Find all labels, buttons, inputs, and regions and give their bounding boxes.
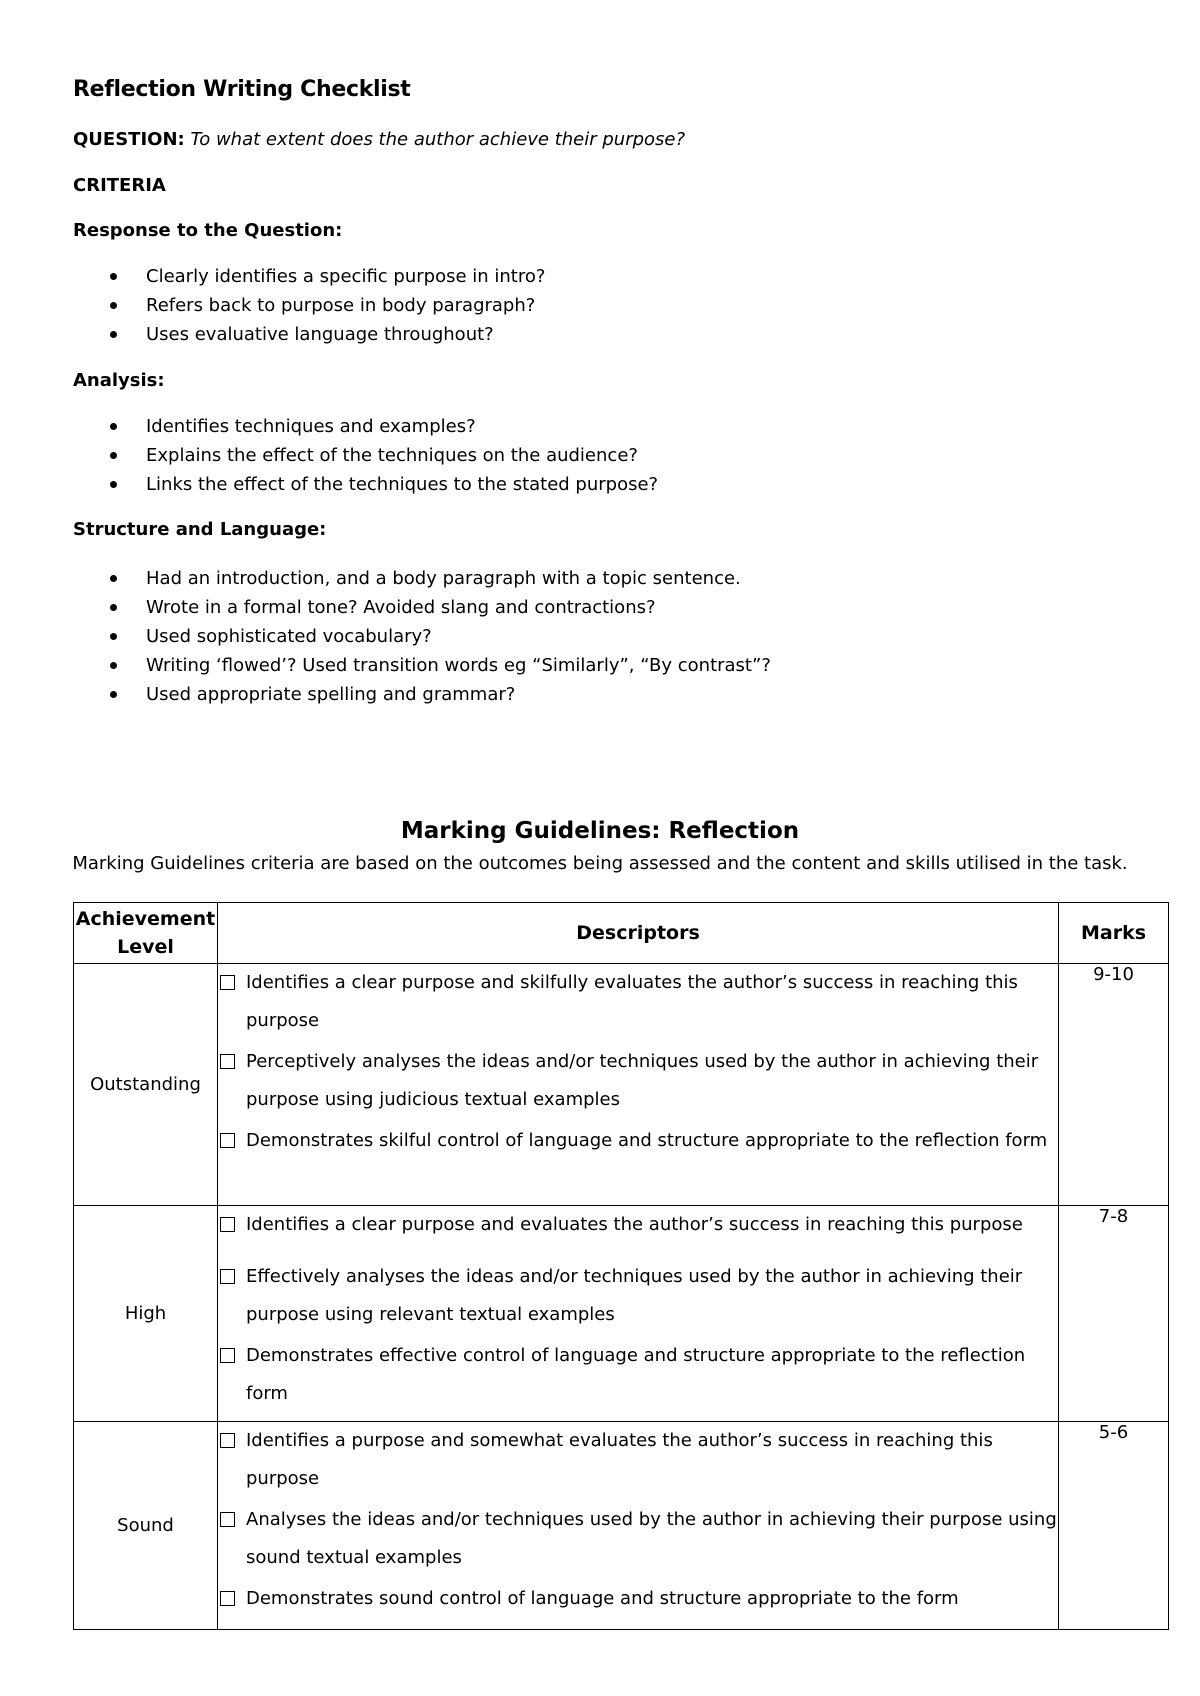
criteria-item: Explains the effect of the techniques on the audience? bbox=[0, 441, 658, 470]
descriptor-text: Perceptively analyses the ideas and/or techniques used by the author in achieving their purpose using judicious textual examples bbox=[246, 1051, 1039, 1110]
criteria-item: Wrote in a formal tone? Avoided slang and contractions? bbox=[0, 593, 771, 622]
section-heading-analysis: Analysis: bbox=[73, 370, 165, 391]
criteria-item: Used appropriate spelling and grammar? bbox=[0, 680, 771, 709]
table-row-sound bbox=[74, 1422, 1169, 1630]
criteria-item: Had an introduction, and a body paragraph with a topic sentence. bbox=[0, 564, 771, 593]
criteria-item: Uses evaluative language throughout? bbox=[0, 320, 545, 349]
descriptor-item bbox=[218, 1580, 1058, 1618]
descriptor-text: Identifies a clear purpose and evaluates the author’s success in reaching this purpose bbox=[246, 1214, 1023, 1235]
descriptor-text: Identifies a purpose and somewhat evaluates the author’s success in reaching this purpose bbox=[246, 1430, 993, 1489]
question-label: QUESTION: bbox=[73, 129, 185, 150]
descriptor-text: Demonstrates effective control of language and structure appropriate to the reflection form bbox=[246, 1345, 1026, 1404]
descriptor-text: Effectively analyses the ideas and/or techniques used by the author in achieving their purpose using relevant textual examples bbox=[246, 1266, 1023, 1325]
checkbox-icon[interactable] bbox=[220, 1054, 235, 1069]
checkbox-icon[interactable] bbox=[220, 1512, 235, 1527]
checkbox-icon[interactable] bbox=[220, 975, 235, 990]
criteria-item: Writing ‘flowed’? Used transition words eg “Similarly”, “By contrast”? bbox=[0, 651, 771, 680]
question-text: To what extent does the author achieve their purpose? bbox=[190, 129, 686, 150]
checkbox-icon[interactable] bbox=[220, 1133, 235, 1148]
descriptors-cell bbox=[218, 1206, 1059, 1422]
descriptor-item bbox=[218, 1422, 1058, 1498]
criteria-list-response bbox=[0, 262, 545, 349]
descriptor-text: Identifies a clear purpose and skilfully evaluates the author’s success in reaching this purpose bbox=[246, 972, 1018, 1031]
criteria-item: Links the effect of the techniques to the stated purpose? bbox=[0, 470, 658, 499]
descriptor-item bbox=[218, 1258, 1058, 1334]
table-row-high bbox=[74, 1206, 1169, 1422]
descriptors-cell bbox=[218, 964, 1059, 1206]
descriptor-item bbox=[218, 1122, 1058, 1160]
criteria-list-structure bbox=[0, 564, 771, 709]
criteria-list-analysis bbox=[0, 412, 658, 499]
checkbox-icon[interactable] bbox=[220, 1217, 235, 1232]
descriptor-item bbox=[218, 1043, 1058, 1119]
marking-guidelines-title: Marking Guidelines: Reflection bbox=[400, 818, 800, 844]
table-row-outstanding bbox=[74, 964, 1169, 1206]
achievement-level: Outstanding bbox=[74, 964, 218, 1206]
marking-guidelines-subtitle: Marking Guidelines criteria are based on the outcomes being assessed and the content and skills utilised in the task. bbox=[72, 853, 1128, 874]
descriptor-item bbox=[218, 1337, 1058, 1413]
header-achievement-level: Achievement Level bbox=[74, 903, 218, 964]
checklist-title: Reflection Writing Checklist bbox=[73, 77, 411, 102]
descriptor-item bbox=[218, 1206, 1058, 1244]
checkbox-icon[interactable] bbox=[220, 1269, 235, 1284]
criteria-item: Used sophisticated vocabulary? bbox=[0, 622, 771, 651]
section-heading-response: Response to the Question: bbox=[73, 220, 343, 241]
criteria-label: CRITERIA bbox=[73, 175, 166, 196]
section-heading-structure: Structure and Language: bbox=[73, 519, 327, 540]
descriptor-text: Demonstrates sound control of language and structure appropriate to the form bbox=[246, 1588, 959, 1609]
header-marks: Marks bbox=[1059, 903, 1169, 964]
criteria-item: Refers back to purpose in body paragraph? bbox=[0, 291, 545, 320]
checkbox-icon[interactable] bbox=[220, 1348, 235, 1363]
descriptor-text: Analyses the ideas and/or techniques used by the author in achieving their purpose using sound textual examples bbox=[246, 1509, 1057, 1568]
criteria-item: Clearly identifies a specific purpose in intro? bbox=[0, 262, 545, 291]
marks-value: 5-6 bbox=[1059, 1422, 1169, 1630]
criteria-item: Identifies techniques and examples? bbox=[0, 412, 658, 441]
achievement-level: Sound bbox=[74, 1422, 218, 1630]
achievement-level: High bbox=[74, 1206, 218, 1422]
descriptor-item bbox=[218, 1501, 1058, 1577]
header-descriptors: Descriptors bbox=[218, 903, 1059, 964]
marking-guidelines-table bbox=[73, 902, 1169, 1630]
table-header-row bbox=[74, 903, 1169, 964]
marks-value: 9-10 bbox=[1059, 964, 1169, 1206]
descriptor-text: Demonstrates skilful control of language and structure appropriate to the reflection form bbox=[246, 1130, 1048, 1151]
checkbox-icon[interactable] bbox=[220, 1591, 235, 1606]
checkbox-icon[interactable] bbox=[220, 1433, 235, 1448]
question-line bbox=[73, 129, 685, 150]
descriptors-cell bbox=[218, 1422, 1059, 1630]
descriptor-item bbox=[218, 964, 1058, 1040]
marks-value: 7-8 bbox=[1059, 1206, 1169, 1422]
